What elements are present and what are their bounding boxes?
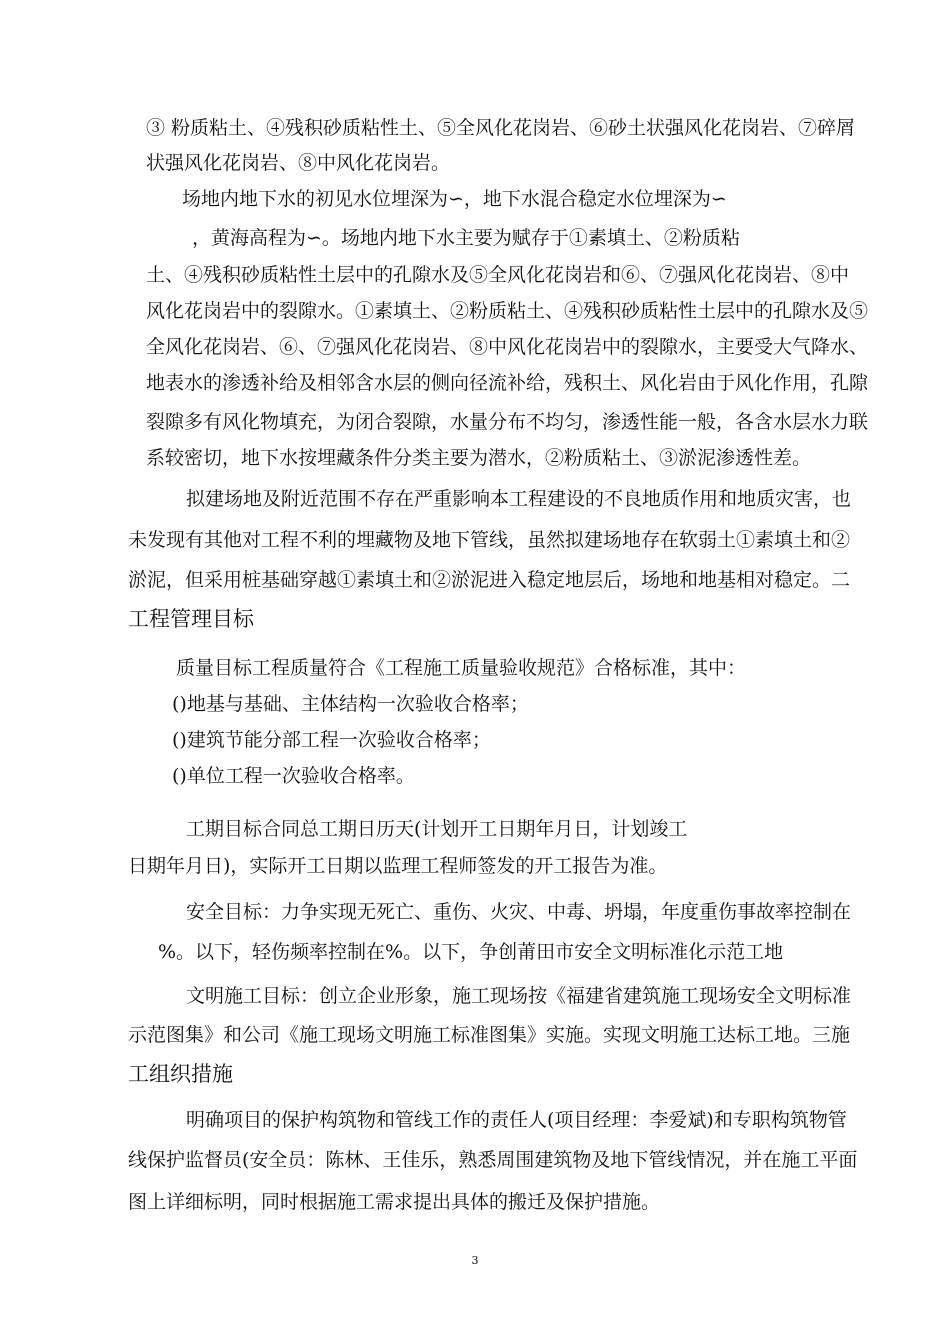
text-line: ，黄海高程为∽。场地内地下水主要为赋存于①素填土、②粉质粘 — [192, 227, 740, 249]
text-line: 示范图集》和公司《施工现场文明施工标准图集》实施。实现文明施工达标工地。三施 — [128, 1024, 851, 1046]
text-line: 未发现有其他对工程不利的埋藏物及地下管线，虽然拟建场地存在软弱土①素填土和② — [128, 529, 851, 551]
text-line: 系较密切，地下水按埋藏条件分类主要为潜水，②粉质粘土、③淤泥渗透性差。 — [146, 447, 812, 469]
text-line: %。以下，轻伤频率控制在%。以下，争创莆田市安全文明标准化示范工地 — [158, 941, 784, 963]
text-line: ③ 粉质粘土、④残积砂质粘性土、⑤全风化花岗岩、⑥砂土状强风化花岗岩、⑦碎屑 — [146, 117, 856, 139]
text-line: 全风化花岗岩、⑥、⑦强风化花岗岩、⑧中风化花岗岩中的裂隙水，主要受大气降水、 — [146, 336, 869, 358]
text-line: 裂隙多有风化物填充，为闭合裂隙，水量分布不均匀，渗透性能一般，各含水层水力联 — [146, 411, 869, 433]
text-line: 地表水的渗透补给及相邻含水层的侧向径流补给，残积土、风化岩由于风化作用，孔隙 — [146, 372, 869, 394]
text-line: 工期目标合同总工期日历天(计划开工日期年月日，计划竣工 — [186, 818, 688, 840]
text-line: 图上详细标明，同时根据施工需求提出具体的搬迁及保护措施。 — [128, 1191, 661, 1213]
text-line: 日期年月日)，实际开工日期以监理工程师签发的开工报告为准。 — [128, 855, 668, 877]
list-item: ()单位工程一次验收合格率。 — [172, 765, 415, 787]
text-line: 拟建场地及附近范围不存在严重影响本工程建设的不良地质作用和地质灾害，也 — [186, 488, 852, 510]
list-item: ()建筑节能分部工程一次验收合格率； — [172, 729, 491, 751]
list-item: ()地基与基础、主体结构一次验收合格率； — [172, 693, 529, 715]
text-line: 土、④残积砂质粘性土层中的孔隙水及⑤全风化花岗岩和⑥、⑦强风化花岗岩、⑧中 — [146, 264, 850, 286]
text-line: 风化花岗岩中的裂隙水。①素填土、②粉质粘土、④残积砂质粘性土层中的孔隙水及⑤ — [146, 300, 869, 322]
text-line: 文明施工目标：创立企业形象，施工现场按《福建省建筑施工现场安全文明标准 — [186, 985, 852, 1007]
text-line: 质量目标工程质量符合《工程施工质量验收规范》合格标准，其中： — [176, 657, 747, 679]
page-number: 3 — [471, 1254, 479, 1267]
text-line: 安全目标：力争实现无死亡、重伤、火灾、中毒、坍塌，年度重伤事故率控制在 — [186, 901, 852, 923]
text-line: 场地内地下水的初见水位埋深为∽，地下水混合稳定水位埋深为∽ — [182, 188, 727, 210]
section-heading: 工组织措施 — [128, 1062, 233, 1086]
text-line: 状强风化花岗岩、⑧中风化花岗岩。 — [146, 152, 451, 174]
section-heading: 工程管理目标 — [128, 607, 254, 631]
text-line: 淤泥，但采用桩基础穿越①素填土和②淤泥进入稳定地层后，场地和地基相对稳定。二 — [128, 569, 851, 591]
text-line: 明确项目的保护构筑物和管线工作的责任人(项目经理：李爱斌)和专职构筑物管 — [186, 1109, 847, 1131]
text-line: 线保护监督员(安全员：陈林、王佳乐，熟悉周围建筑物及地下管线情况，并在施工平面 — [128, 1149, 858, 1171]
